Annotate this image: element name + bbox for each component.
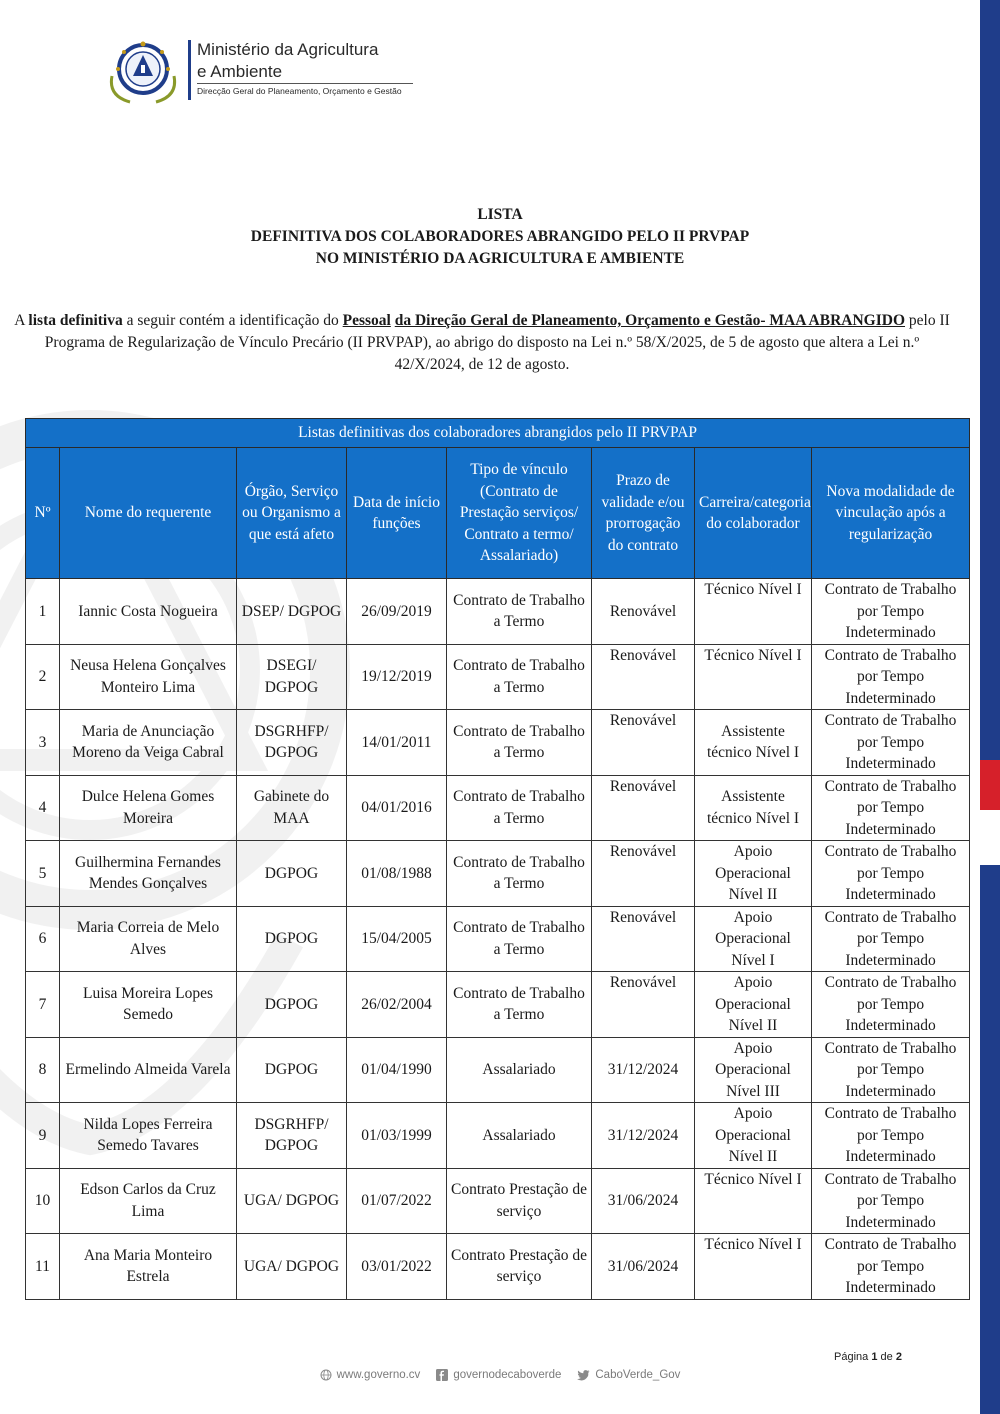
cell-new-modality: Contrato de Trabalho por Tempo Indeterminado (812, 1234, 970, 1300)
logo-line-3: Direcção Geral do Planeamento, Orçamento e Gestão (197, 86, 402, 96)
col-header-name: Nome do requerente (60, 448, 237, 579)
page-of: de (880, 1351, 893, 1363)
intro-underlined: Pessoal (342, 312, 391, 329)
cell-name: Ermelindo Almeida Varela (60, 1037, 237, 1103)
cell-organ: Gabinete do MAA (237, 775, 347, 841)
cell-name: Neusa Helena Gonçalves Monteiro Lima (60, 644, 237, 710)
cell-organ: DGPOG (237, 841, 347, 907)
cell-number: 9 (26, 1103, 60, 1169)
cell-validity: 31/12/2024 (592, 1103, 695, 1169)
cell-number: 6 (26, 906, 60, 972)
cell-start-date: 01/07/2022 (347, 1168, 447, 1234)
page-label: Página (834, 1351, 869, 1363)
flag-white-band (980, 810, 1000, 865)
table-row (26, 1168, 970, 1234)
cell-new-modality: Contrato de Trabalho por Tempo Indeterminado (812, 710, 970, 776)
cell-career: Apoio Operacional Nível I (695, 906, 812, 972)
cell-number: 4 (26, 775, 60, 841)
cell-new-modality: Contrato de Trabalho por Tempo Indeterminado (812, 775, 970, 841)
table-row (26, 972, 970, 1038)
logo-line-2: e Ambiente (197, 62, 283, 81)
cell-number: 11 (26, 1234, 60, 1300)
cell-new-modality: Contrato de Trabalho por Tempo Indeterminado (812, 1168, 970, 1234)
table-row (26, 1037, 970, 1103)
cell-name: Iannic Costa Nogueira (60, 579, 237, 645)
cell-career: Técnico Nível I (695, 1168, 812, 1234)
footer-website-text: www.governo.cv (336, 1369, 421, 1381)
col-header-validity: Prazo de validade e/ou prorrogação do contrato (592, 448, 695, 579)
coat-of-arms-seal (104, 36, 182, 106)
footer-facebook[interactable] (436, 1369, 561, 1381)
cell-career: Apoio Operacional Nível II (695, 841, 812, 907)
cell-validity: Renovável (592, 906, 695, 972)
cell-organ: UGA/ DGPOG (237, 1234, 347, 1300)
cell-number: 5 (26, 841, 60, 907)
table-row (26, 841, 970, 907)
logo-underline (197, 83, 413, 84)
page-total: 2 (895, 1351, 902, 1363)
cell-new-modality: Contrato de Trabalho por Tempo Indeterminado (812, 972, 970, 1038)
cell-bond-type: Contrato de Trabalho a Termo (447, 841, 592, 907)
col-header-start-date: Data de início funções (347, 448, 447, 579)
cell-career: Técnico Nível I (695, 1234, 812, 1300)
footer-links (0, 1369, 1000, 1381)
table-row (26, 906, 970, 972)
cell-organ: DSGRHFP/ DGPOG (237, 1103, 347, 1169)
cell-start-date: 04/01/2016 (347, 775, 447, 841)
cell-validity: 31/12/2024 (592, 1037, 695, 1103)
cell-start-date: 01/08/1988 (347, 841, 447, 907)
cell-bond-type: Contrato de Trabalho a Termo (447, 710, 592, 776)
cell-career: Assistente técnico Nível I (695, 775, 812, 841)
cell-name: Maria Correia de Melo Alves (60, 906, 237, 972)
title-line-1: LISTA (477, 206, 523, 223)
cell-start-date: 01/04/1990 (347, 1037, 447, 1103)
col-header-career: Carreira/categoria do colaborador (695, 448, 812, 579)
cell-bond-type: Contrato de Trabalho a Termo (447, 644, 592, 710)
cell-start-date: 14/01/2011 (347, 710, 447, 776)
table-caption: Listas definitivas dos colaboradores abrangidos pelo II PRVPAP (26, 419, 970, 448)
cell-name: Dulce Helena Gomes Moreira (60, 775, 237, 841)
twitter-icon (577, 1370, 590, 1381)
cell-organ: UGA/ DGPOG (237, 1168, 347, 1234)
cell-name: Ana Maria Monteiro Estrela (60, 1234, 237, 1300)
cell-career: Apoio Operacional Nível III (695, 1037, 812, 1103)
facebook-icon (436, 1369, 448, 1381)
ministry-logo (104, 36, 434, 106)
cell-validity: Renovável (592, 841, 695, 907)
table-row (26, 644, 970, 710)
cell-start-date: 26/02/2004 (347, 972, 447, 1038)
page-current: 1 (871, 1351, 878, 1363)
cell-name: Guilhermina Fernandes Mendes Gonçalves (60, 841, 237, 907)
cell-start-date: 01/03/1999 (347, 1103, 447, 1169)
cell-organ: DGPOG (237, 906, 347, 972)
table-row (26, 775, 970, 841)
col-header-bond-type: Tipo de vínculo (Contrato de Prestação serviços/ Contrato a termo/ Assalariado) (447, 448, 592, 579)
cell-start-date: 03/01/2022 (347, 1234, 447, 1300)
flag-red-band (980, 760, 1000, 810)
cell-start-date: 15/04/2005 (347, 906, 447, 972)
cell-number: 1 (26, 579, 60, 645)
cell-career: Apoio Operacional Nível II (695, 972, 812, 1038)
cell-organ: DSEGI/ DGPOG (237, 644, 347, 710)
cell-number: 8 (26, 1037, 60, 1103)
cell-new-modality: Contrato de Trabalho por Tempo Indeterminado (812, 1037, 970, 1103)
intro-text: a seguir contém a identificação do (122, 312, 343, 329)
cell-organ: DGPOG (237, 972, 347, 1038)
table-row (26, 1234, 970, 1300)
cell-new-modality: Contrato de Trabalho por Tempo Indeterminado (812, 644, 970, 710)
footer-website[interactable] (320, 1369, 421, 1381)
intro-bold: lista definitiva (28, 312, 123, 329)
intro-text: pelo II Programa de Regularização de Vínculo Precário (II PRVPAP), ao abrigo do disposto na Lei n.º 58/X/2025, de 5 de agosto que altera a Lei n.º 42/X/2024, de 12 de agosto. (44, 312, 950, 373)
table-row (26, 710, 970, 776)
footer-twitter[interactable] (577, 1369, 680, 1381)
cell-validity: Renovável (592, 710, 695, 776)
cell-career: Assistente técnico Nível I (695, 710, 812, 776)
cell-career: Técnico Nível I (695, 644, 812, 710)
col-header-number: Nº (26, 448, 60, 579)
table-row (26, 579, 970, 645)
cell-validity: 31/06/2024 (592, 1234, 695, 1300)
table-row (26, 1103, 970, 1169)
cell-bond-type: Assalariado (447, 1037, 592, 1103)
footer-facebook-text: governodecaboverde (453, 1369, 562, 1381)
cell-start-date: 19/12/2019 (347, 644, 447, 710)
globe-icon (320, 1369, 332, 1381)
cell-bond-type: Contrato de Trabalho a Termo (447, 906, 592, 972)
cell-bond-type: Assalariado (447, 1103, 592, 1169)
cell-organ: DSEP/ DGPOG (237, 579, 347, 645)
cell-organ: DGPOG (237, 1037, 347, 1103)
cell-number: 7 (26, 972, 60, 1038)
cell-career: Apoio Operacional Nível II (695, 1103, 812, 1169)
col-header-organ: Órgão, Serviço ou Organismo a que está afeto (237, 448, 347, 579)
cell-validity: 31/06/2024 (592, 1168, 695, 1234)
cell-validity: Renovável (592, 972, 695, 1038)
cell-bond-type: Contrato Prestação de serviço (447, 1168, 592, 1234)
cell-organ: DSGRHFP/ DGPOG (237, 710, 347, 776)
col-header-new-modality: Nova modalidade de vinculação após a regularização (812, 448, 970, 579)
intro-paragraph (8, 310, 956, 376)
cell-bond-type: Contrato de Trabalho a Termo (447, 579, 592, 645)
cell-bond-type: Contrato de Trabalho a Termo (447, 972, 592, 1038)
footer-twitter-text: CaboVerde_Gov (595, 1369, 681, 1381)
title-line-2: DEFINITIVA DOS COLABORADORES ABRANGIDO PELO II PRVPAP (250, 228, 750, 245)
cell-bond-type: Contrato de Trabalho a Termo (447, 775, 592, 841)
cell-name: Luisa Moreira Lopes Semedo (60, 972, 237, 1038)
cell-number: 2 (26, 644, 60, 710)
document-title (0, 204, 1000, 270)
cell-career: Técnico Nível I (695, 579, 812, 645)
collaborators-table (25, 418, 970, 1300)
cell-start-date: 26/09/2019 (347, 579, 447, 645)
cell-new-modality: Contrato de Trabalho por Tempo Indeterminado (812, 579, 970, 645)
cell-bond-type: Contrato Prestação de serviço (447, 1234, 592, 1300)
cell-number: 10 (26, 1168, 60, 1234)
logo-divider (188, 40, 191, 100)
cell-validity: Renovável (592, 644, 695, 710)
cell-new-modality: Contrato de Trabalho por Tempo Indeterminado (812, 906, 970, 972)
intro-underlined: da Direção Geral de Planeamento, Orçamento e Gestão- MAA ABRANGIDO (394, 312, 906, 329)
cell-name: Edson Carlos da Cruz Lima (60, 1168, 237, 1234)
cell-new-modality: Contrato de Trabalho por Tempo Indeterminado (812, 841, 970, 907)
intro-text: A (14, 312, 29, 329)
cell-name: Nilda Lopes Ferreira Semedo Tavares (60, 1103, 237, 1169)
logo-line-1: Ministério da Agricultura (197, 40, 379, 59)
title-line-3: NO MINISTÉRIO DA AGRICULTURA E AMBIENTE (315, 250, 685, 267)
cell-new-modality: Contrato de Trabalho por Tempo Indeterminado (812, 1103, 970, 1169)
cell-validity: Renovável (592, 775, 695, 841)
cell-validity: Renovável (592, 579, 695, 645)
cell-name: Maria de Anunciação Moreno da Veiga Cabral (60, 710, 237, 776)
page-number (834, 1351, 902, 1363)
cell-number: 3 (26, 710, 60, 776)
